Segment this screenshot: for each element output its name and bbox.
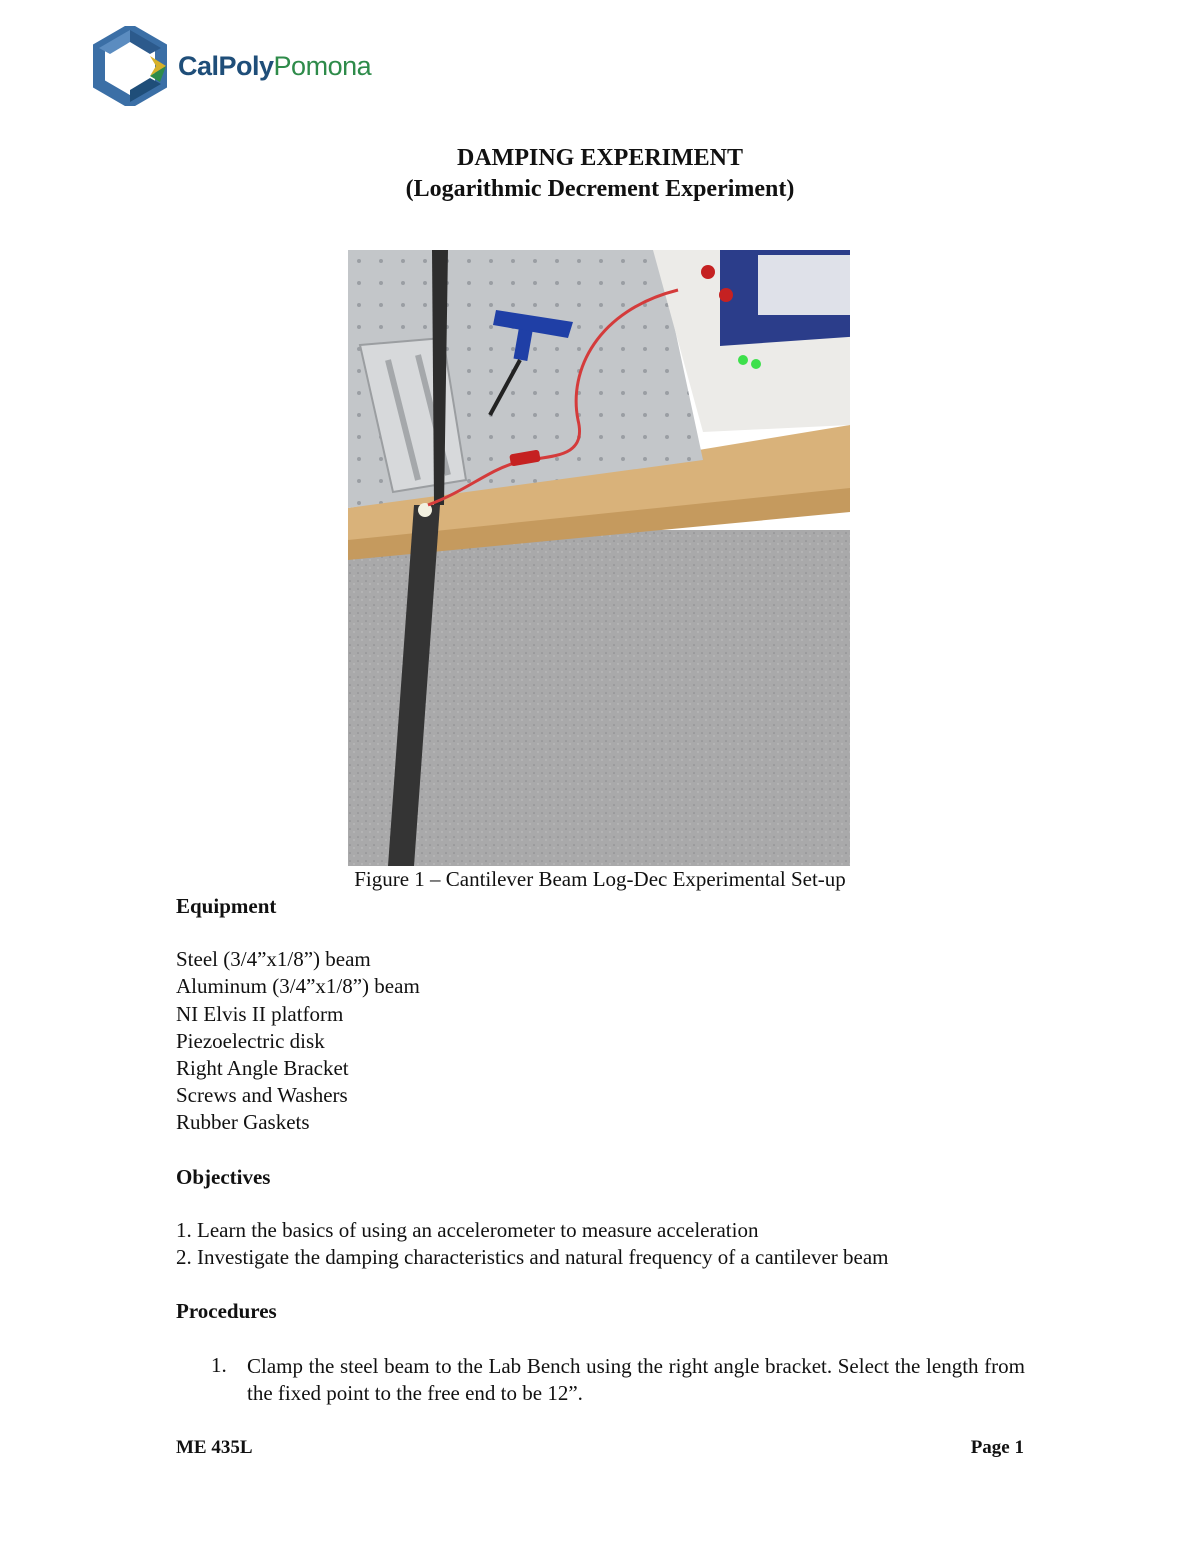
equipment-item: NI Elvis II platform [176,1002,344,1026]
equipment-heading: Equipment [176,894,277,918]
equipment-item: Screws and Washers [176,1083,348,1107]
document-subtitle: (Logarithmic Decrement Experiment) [405,176,795,202]
equipment-item: Aluminum (3/4”x1/8”) beam [176,974,420,998]
equipment-item: Steel (3/4”x1/8”) beam [176,947,371,971]
procedures-heading: Procedures [176,1299,277,1323]
equipment-item: Right Angle Bracket [176,1056,349,1080]
university-logo [90,26,371,106]
logo-wordmark [178,51,371,82]
figure-caption: Figure 1 – Cantilever Beam Log-Dec Experimental Set-up [354,867,846,891]
equipment-item: Rubber Gaskets [176,1110,310,1134]
procedure-text: Clamp the steel beam to the Lab Bench using the right angle bracket. Select the length from the fixed point to the free end to be 12”. [247,1354,1025,1405]
footer-course: ME 435L [176,1437,253,1458]
document-title: DAMPING EXPERIMENT [457,145,743,171]
objective-item: 1. Learn the basics of using an accelerometer to measure acceleration [176,1218,759,1242]
procedure-number: 1. [211,1353,227,1377]
equipment-item: Piezoelectric disk [176,1029,325,1053]
objective-item: 2. Investigate the damping characteristics and natural frequency of a cantilever beam [176,1245,889,1269]
hexagon-logo-icon [90,26,170,106]
footer-page-number: Page 1 [970,1437,1024,1458]
logo-text-calpoly: CalPoly [178,50,274,81]
experiment-setup-photo [348,250,850,866]
objectives-heading: Objectives [176,1165,271,1189]
logo-text-pomona: Pomona [273,50,372,81]
